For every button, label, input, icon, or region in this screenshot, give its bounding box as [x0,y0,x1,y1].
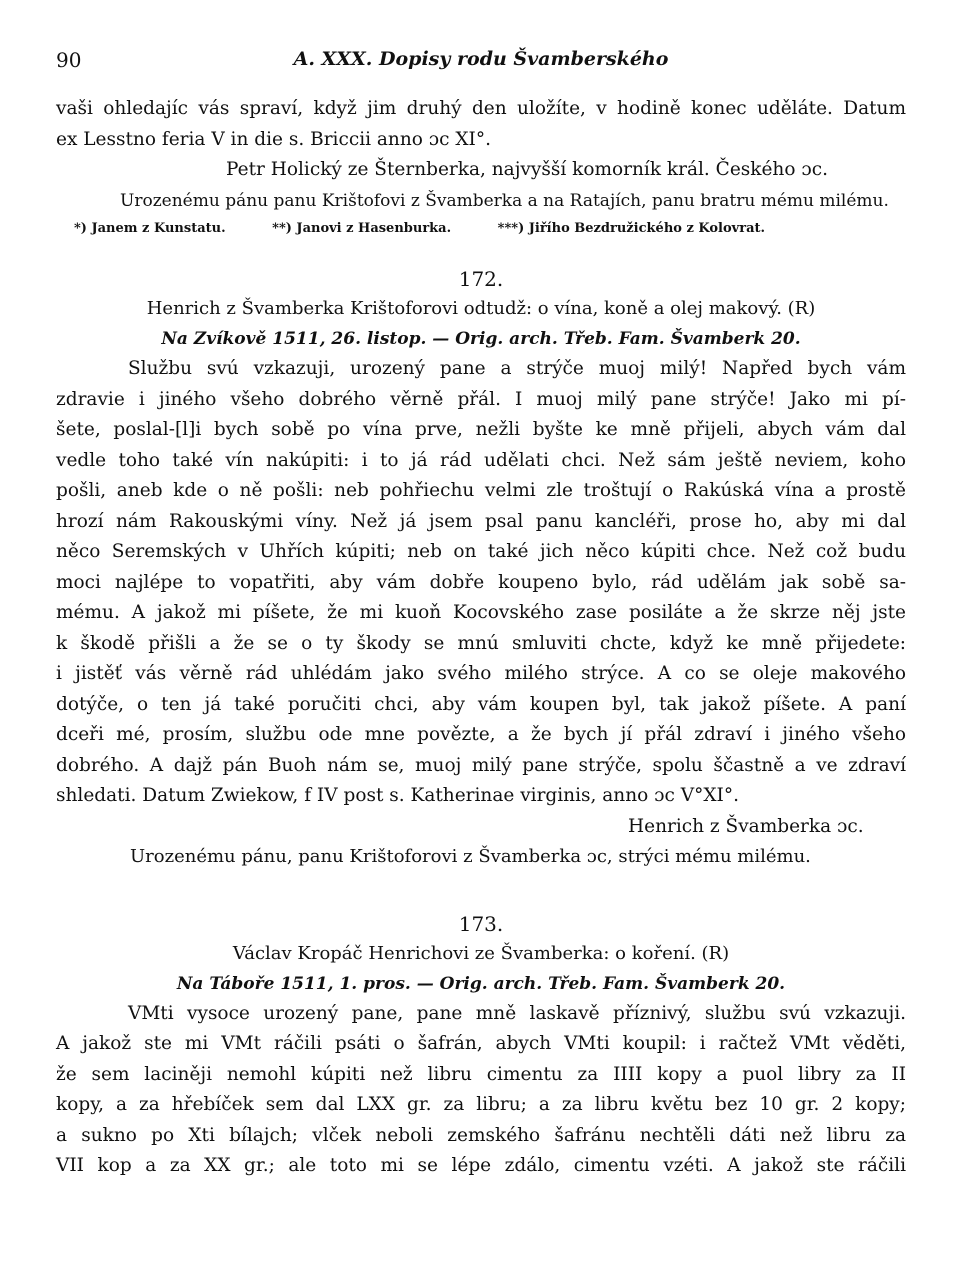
letter-number: 173. [458,911,504,936]
text-line: kopy, a za hřebíček sem dal LXX gr. za libru; a za libru květu bez 10 gr. 2 kopy; [56,1094,906,1115]
letter-number: 172. [458,267,504,291]
letter-172 [56,264,906,873]
text-line: ex Lesstno feria V in die s. Briccii anno ɔc XI°. [56,128,491,150]
letter-source: Na Zvíkově 1511, 26. listop. — Orig. arch. Třeb. Fam. Švamberk 20. [161,329,801,349]
running-title: A. XXX. Dopisy rodu Švamberského [293,48,669,70]
letter-173 [56,909,906,1182]
text-line: že sem laciněji nemohl kúpiti než libru cimentu za IIII kopy a puol libry za II [56,1063,906,1085]
text-line: pošli, aneb kde o ně pošli: neb pohřiechu velmi zle troštují o Rakúská vína a prostě [56,480,906,501]
text-line: dobrého. A dajž pán Buoh nám se, muoj milý pane strýče, spolu ščastně a ve zdraví [56,754,906,776]
letter-171-body [56,94,906,155]
footnote: **) Janovi z Hasenburka. [272,221,452,236]
text-line: vedle toho také vín nakúpiti: i to já rád udělati chci. Než sám ještě neviem, koho [56,449,906,471]
text-line: zdravie i jiného všeho dobrého věrně přál. I muoj milý pane strýče! Jako mi pí- [56,388,906,410]
text-line: hrozí nám Rakouskými víny. Než já jsem psal panu kancléři, prose ho, aby mi dal [56,510,906,532]
letter-source: Na Táboře 1511, 1. pros. — Orig. arch. Třeb. Fam. Švamberk 20. [176,973,786,994]
text-line: VMti vysoce urozený pane, pane mně laskavě příznivý, službu svú vzkazuji. [128,1002,906,1024]
letter-172-signature: Henrich z Švamberka ɔc. [628,815,864,837]
letter-171-end [56,94,906,240]
text-line: a sukno po Xti bílajch; vlček neboli zemského šafránu nechtěli dáti než libru za [56,1124,906,1146]
letter-173-body [56,999,906,1182]
letter-171-signature: Petr Holický ze Šternberka, najvyšší komorník král. Českého ɔc. [226,159,828,180]
page-number: 90 [56,48,82,72]
text-line: dceři mé, prosím, službu ode mne povězte, a že bych jí přál zdraví i jiného všeho [56,724,906,745]
text-line: i jistěť vás věrně rád uhlédám jako svého milého strýce. A co se oleje makového [56,663,906,684]
text-line: shledati. Datum Zwiekow, f IV post s. Katherinae virginis, anno ɔc V°XI°. [56,785,739,806]
text-line: dotýče, o ten já také poručiti chci, aby vám koupen byl, tak jakož píšete. A paní [56,693,906,715]
letter-172-address: Urozenému pánu, panu Krištoforovi z Švamberka ɔc, strýci mému milému. [130,846,811,867]
footnotes [74,218,906,240]
footnote: *) Janem z Kunstatu. [74,221,226,236]
letter-title: Henrich z Švamberka Krištoforovi odtudž: o vína, koně a olej makový. (R) [146,298,816,319]
text-line: VII kop a za XX gr.; ale toto mi se lépe zdálo, cimentu vzéti. A jakož ste ráčili [56,1155,906,1176]
text-line: šete, poslal-[l]i bych sobě po vína prve, nežli byšte ke mně přijeli, abych vám dal [56,419,906,440]
text-line: vaši ohledajíc vás spraví, když jim druhý den uložíte, v hodině konec uděláte. Datum [56,98,906,119]
page-header [56,40,906,80]
letter-title: Václav Kropáč Henrichovi ze Švamberka: o koření. (R) [232,942,730,964]
letter-171-address: Urozenému pánu panu Krištofovi z Švamberka a na Ratajích, panu bratru mému milému. [120,190,889,211]
text-line: něco Seremských v Uhřích kúpiti; neb on také jich něco kúpiti chce. Než což budu [56,541,906,562]
document-page [56,40,906,1182]
text-line: A jakož ste mi VMt ráčili psáti o šafrán, abych VMti koupil: i račtež VMt věděti, [56,1033,906,1054]
text-line: k škodě přišli a že se o ty škody se mnú smluviti chcte, když ke mně přijedete: [56,632,906,654]
footnote: ***) Jiřího Bezdružického z Kolovrat. [497,221,766,236]
letter-172-body [56,354,906,812]
text-line: Službu svú vzkazuji, urozený pane a strýče muoj milý! Napřed bych vám [128,358,906,379]
text-line: mému. A jakož mi píšete, že mi kuoň Kocovského zase posiláte a že skrze něj jste [56,602,906,623]
text-line: moci najlépe to vopatřiti, aby vám dobře koupeno bylo, rád udělám jak sobě sa- [56,571,906,593]
